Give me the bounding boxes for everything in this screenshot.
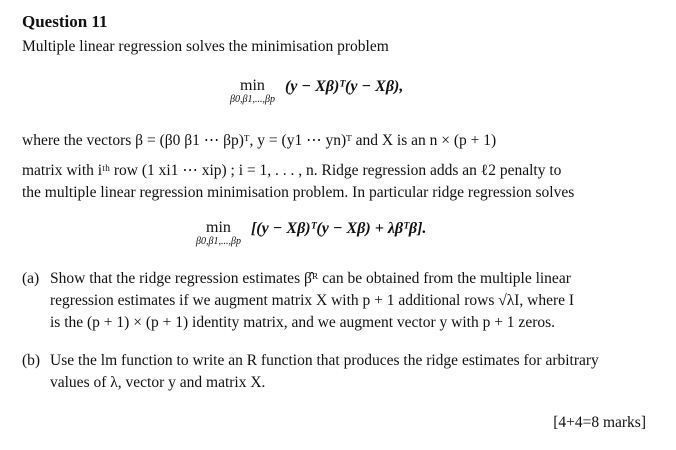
equation-2 — [196, 220, 426, 247]
part-a — [22, 268, 652, 338]
part-b-line-2: values of λ, vector y and matrix X. — [50, 374, 266, 391]
vector-definitions: where the vectors β = (β0 β1 ⋯ βp)ᵀ, y = (y1 ⋯ yn)ᵀ and X is an n × (p + 1) — [22, 132, 497, 149]
min-label-2: min — [206, 219, 231, 236]
part-b-line-1: Use the lm function to write an R function that produces the ridge estimates for arbitrary — [50, 352, 599, 369]
question-title: Question 11 — [22, 12, 108, 31]
part-a-line-1: Show that the ridge regression estimates β̂ᴿ can be obtained from the multiple linear — [50, 270, 571, 287]
part-b-text — [50, 350, 650, 394]
objective-expression: (y − Xβ)ᵀ(y − Xβ), — [284, 78, 404, 95]
min-label: min — [240, 77, 265, 94]
min-subscript: β0,β1,...,βp — [230, 94, 275, 105]
min-subscript-2: β0,β1,...,βp — [196, 236, 241, 247]
intro-text: Multiple linear regression solves the minimisation problem — [22, 38, 389, 55]
min-operator-2 — [196, 220, 241, 247]
part-b-label: (b) — [22, 352, 41, 369]
min-operator — [230, 78, 275, 105]
matrix-definition: matrix with iᵗʰ row (1 xi1 ⋯ xip) ; i = 1, . . . , n. Ridge regression adds an ℓ2 penalty to — [22, 162, 562, 179]
marks-allocation: [4+4=8 marks] — [553, 414, 646, 431]
part-b — [22, 350, 652, 396]
ridge-description: the multiple linear regression minimisation problem. In particular ridge regression solves — [22, 184, 575, 201]
part-a-line-2: regression estimates if we augment matrix X with p + 1 additional rows √λI, where I — [50, 292, 575, 309]
ridge-objective-expression: [(y − Xβ)ᵀ(y − Xβ) + λβᵀβ]. — [250, 220, 427, 237]
part-a-line-3: is the (p + 1) × (p + 1) identity matrix, and we augment vector y with p + 1 zeros. — [50, 314, 556, 331]
part-a-text — [50, 268, 650, 334]
part-a-label: (a) — [22, 270, 40, 287]
equation-1 — [230, 78, 403, 105]
